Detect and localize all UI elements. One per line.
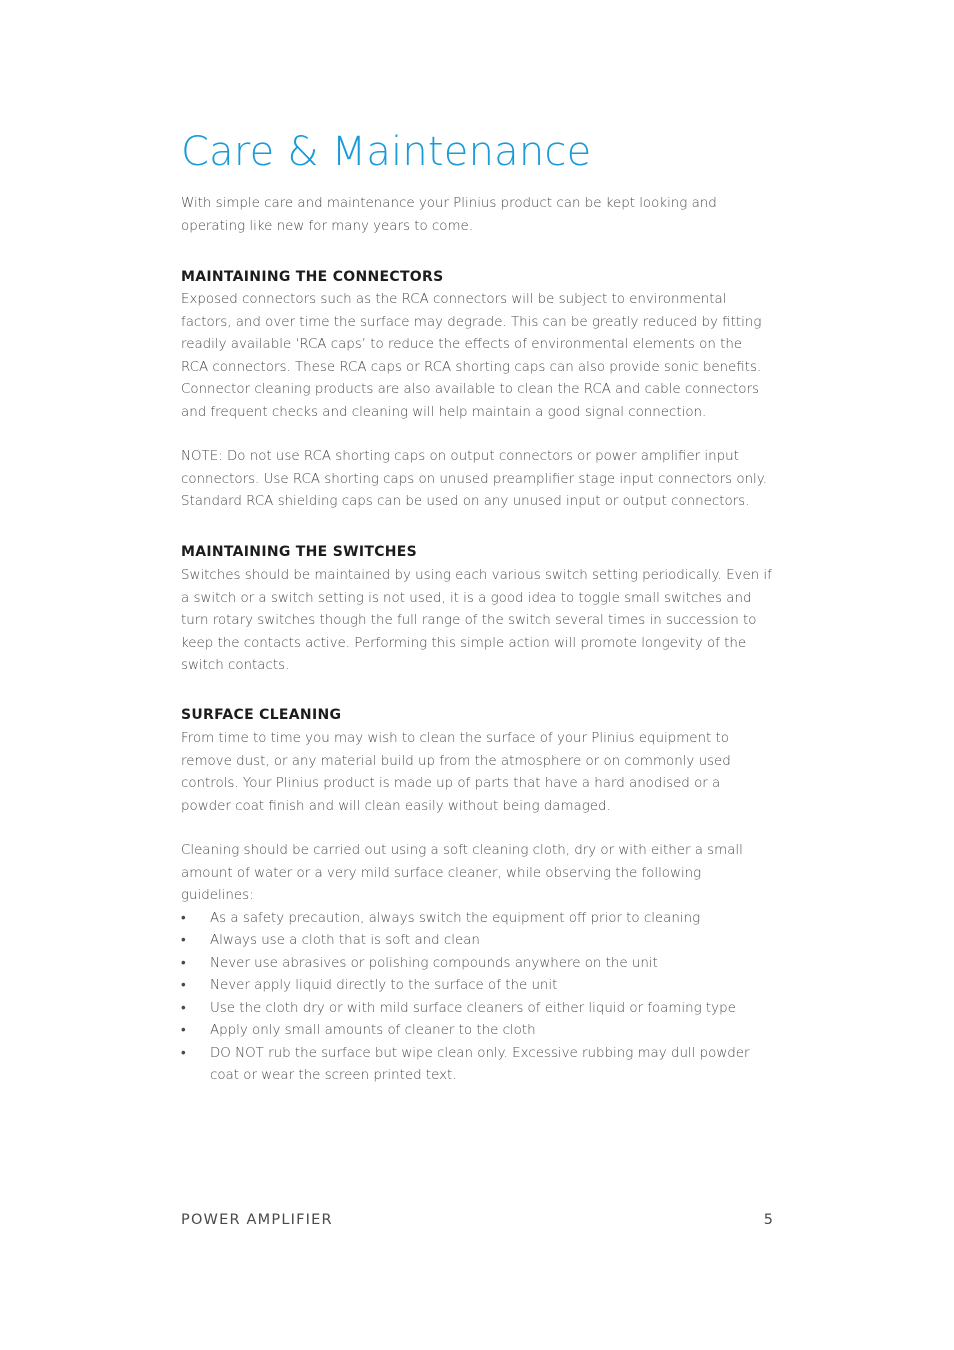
page-title: Care & Maintenance — [181, 129, 592, 175]
bullet-icon: • — [181, 933, 186, 948]
guidelines-list — [181, 908, 773, 1088]
section-connectors-note — [181, 446, 773, 514]
switches-paragraph: Switches should be maintained by using each various switch setting periodically. Even if a switch or a switch setting is not used, it is a good idea to toggle small switches and turn rotary switches though the full range of the switch several times in succession to keep the contacts active. Performing this simple action will promote longevity of the switch contacts. — [181, 568, 772, 673]
bullet-icon: • — [181, 955, 186, 971]
connectors-paragraph: Exposed connectors such as the RCA connectors will be subject to environmental factors, and over time the surface may degrade. This can be greatly reduced by fitting readily available ‘RCA caps’ to reduce the effects of environmental elements on the RCA connectors. These RCA caps or RCA shorting caps can also provide sonic benefits. Connector cleaning products are also available to clean the RCA and cable connectors and frequent checks and cleaning will help maintain a good signal connection. — [181, 292, 762, 420]
section-heading-switches: MAINTAINING THE SWITCHES — [181, 544, 418, 560]
connectors-note-paragraph: NOTE: Do not use RCA shorting caps on output connectors or power amplifier input connectors. Use RCA shorting caps on unused preamplifier stage input connectors only. Standard RCA shielding caps can be used on any unused input or output connectors. — [181, 449, 768, 509]
section-heading-connectors: MAINTAINING THE CONNECTORS — [181, 269, 444, 285]
section-surface-body — [181, 728, 773, 818]
page-number: 5 — [763, 1212, 773, 1228]
bullet-icon: • — [181, 1000, 186, 1016]
section-heading-surface-cleaning: SURFACE CLEANING — [181, 707, 342, 723]
list-item: • Always use a cloth that is soft and clean — [181, 930, 773, 953]
section-switches-body — [181, 565, 773, 678]
surface-paragraph: From time to time you may wish to clean the surface of your Plinius equipment to remove dust, or any material build up from the atmosphere or on commonly used controls. Your Plinius product is made up of parts that have a hard anodised or a powder coat finish and will clean easily without being damaged. — [181, 731, 731, 814]
guidelines-intro-paragraph: Cleaning should be carried out using a soft cleaning cloth, dry or with either a small amount of water or a very mild surface cleaner, while observing the following guidelines: — [181, 843, 743, 903]
intro-paragraph: With simple care and maintenance your Plinius product can be kept looking and operating like new for many years to come. — [181, 196, 717, 234]
bullet-icon: • — [181, 910, 186, 926]
footer-product-name: POWER AMPLIFIER — [181, 1212, 333, 1228]
section-connectors-body — [181, 289, 773, 424]
list-item: • Never use abrasives or polishing compounds anywhere on the unit — [181, 953, 773, 976]
list-item: • Never apply liquid directly to the surface of the unit — [181, 975, 773, 998]
list-item: • As a safety precaution, always switch the equipment off prior to cleaning — [181, 908, 773, 931]
section-surface-guidelines — [181, 840, 773, 1088]
list-item: • Apply only small amounts of cleaner to the cloth — [181, 1020, 773, 1043]
bullet-icon: • — [181, 1045, 186, 1061]
bullet-icon: • — [181, 1023, 186, 1038]
list-item: • DO NOT rub the surface but wipe clean only. Excessive rubbing may dull powder coat or wear the screen printed text. — [181, 1043, 773, 1088]
list-item: • Use the cloth dry or with mild surface cleaners of either liquid or foaming type — [181, 998, 773, 1021]
bullet-icon: • — [181, 978, 186, 993]
